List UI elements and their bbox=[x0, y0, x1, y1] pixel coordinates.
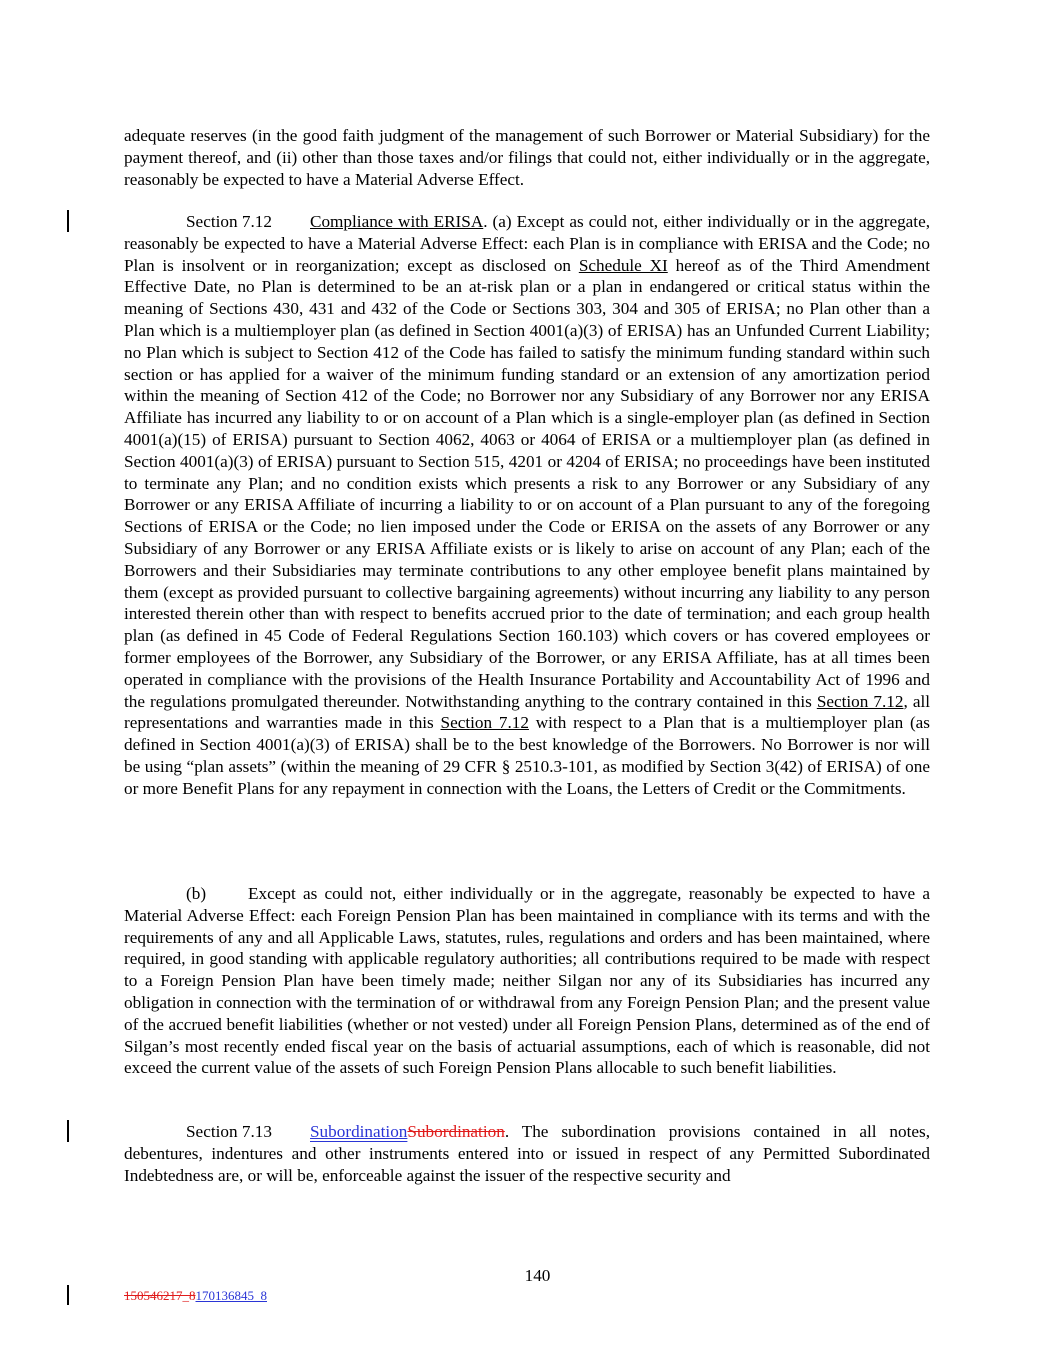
section-text: . (a) Except as could not, either individually or in the aggregate, reasonably be expected to have a Material Adverse Effect: each Plan is in compliance with ERISA and the Code; no Plan is insolvent or in reorganization; except as disclosed on bbox=[124, 212, 931, 275]
document-id bbox=[124, 1288, 267, 1304]
section-text: with respect to a Plan that is a multiemployer plan (as defined in Section 4001(a)(3) of ERISA) shall be to the best knowledge of the Borrowers. No Borrower is nor will be using “plan assets” (within the meaning of 29 CFR § 2510.3-101, as modified by Section 3(42) of ERISA) of one or more Benefit Plans for any repayment in connection with the Loans, the Letters of Credit or the Commitments. bbox=[124, 713, 930, 798]
intro-paragraph: adequate reserves (in the good faith judgment of the management of such Borrower or Material Subsidiary) for the payment thereof, and (ii) other than those taxes and/or filings that could not, either individually or in the aggregate, reasonably be expected to have a Material Adverse Effect. bbox=[124, 126, 930, 189]
change-bar bbox=[67, 1120, 69, 1142]
inserted-doc-id: 170136845_8 bbox=[195, 1288, 267, 1303]
inserted-title: Subordination bbox=[310, 1122, 408, 1141]
deleted-doc-id: 150546217_8 bbox=[124, 1288, 196, 1303]
section-7-13-paragraph bbox=[124, 1121, 930, 1186]
section-text: hereof as of the Third Amendment Effective Date, no Plan is determined to be an at-risk plan or a plan in endangered or critical status within the meaning of Sections 430, 431 and 432 of the Code or Sections 303, 304 and 305 of ERISA; no Plan other than a Plan which is a multiemployer plan (as defined in Section 4001(a)(3) of ERISA) has an Unfunded Current Liability; no Plan which is subject to Section 412 of the Code has failed to satisfy the minimum funding standard within such section or has applied for a waiver of the minimum funding standard or an extension of any amortization period within the meaning of Section 412 of the Code; no Borrower nor any Subsidiary of any Borrower nor any ERISA Affiliate has incurred any liability to or on account of a Plan which is a single-employer plan (as defined in Section 4001(a)(15) of ERISA) pursuant to Section 4062, 4063 or 4064 of ERISA or a multiemployer plan (as defined in Section 4001(a)(3) of ERISA) pursuant to Section 515, 4201 or 4204 of ERISA; no proceedings have been instituted to terminate any Plan; and no condition exists which presents a risk to any Borrower or any Subsidiary of any Borrower or any ERISA Affiliate of incurring a liability to or on account of a Plan pursuant to any of the foregoing Sections of ERISA or the Code; no lien imposed under the Code or ERISA on the assets of any Borrower or any Subsidiary of any Borrower or any ERISA Affiliate exists or is likely to arise on account of any Plan; each of the Borrowers and their Subsidiaries may terminate contributions to any other employee benefit plans maintained by them (except as provided pursuant to collective bargaining agreements) without incurring any liability to any person interested therein other than with respect to benefits accrued prior to the date of termination; and each group health plan (as defined in 45 Code of Federal Regulations Section 160.103) which covers or has covered employees or former employees of the Borrower, any Subsidiary of the Borrower, or any ERISA Affiliate, has at all times been operated in compliance with the provisions of the Health Insurance Portability and Accountability Act of 1996 and the regulations promulgated thereunder. Notwithstanding anything to the contrary contained in this bbox=[124, 255, 931, 711]
section-7-12-paragraph bbox=[124, 211, 930, 800]
change-bar bbox=[67, 1285, 69, 1305]
paragraph-b-label: (b) bbox=[186, 884, 207, 903]
paragraph-b bbox=[124, 883, 930, 1079]
section-text: . The subordination provisions contained in all notes, debentures, indentures and other instruments entered into or issued in respect of any Permitted Subordinated Indebtedness are, or will be, enforceable against the issuer of the respective security and bbox=[124, 1122, 930, 1185]
section-reference: Section 7.12 bbox=[816, 691, 904, 711]
change-bar bbox=[67, 210, 69, 232]
section-text: , all representations and warranties made in this bbox=[124, 691, 930, 733]
section-number: Section 7.13 bbox=[186, 1122, 272, 1141]
deleted-title: Subordination bbox=[407, 1122, 505, 1141]
section-reference: Section 7.12 bbox=[440, 713, 529, 733]
page-number: 140 bbox=[524, 1266, 551, 1285]
section-number: Section 7.12 bbox=[186, 212, 272, 231]
paragraph-b-text: Except as could not, either individually or in the aggregate, reasonably be expected to have a Material Adverse Effect: each Foreign Pension Plan has been maintained in compliance with its terms and with the requirements of any and all Applicable Laws, statutes, rules, regulations and orders and has been maintained, where required, in good standing with applicable regulatory authorities; all contributions required to be made with respect to a Foreign Pension Plan have been timely made; neither Silgan nor any of its Subsidiaries has incurred any obligation in connection with the termination of or withdrawal from any Foreign Pension Plan; and the present value of the accrued benefit liabilities (whether or not vested) under all Foreign Pension Plans, determined as of the end of Silgan’s most recently ended fiscal year on the basis of actuarial assumptions, each of which is reasonable, did not exceed the current value of the assets of such Foreign Pension Plans allocable to such benefit liabilities. bbox=[124, 884, 930, 1078]
schedule-reference: Schedule XI bbox=[578, 255, 668, 275]
section-title: Compliance with ERISA bbox=[310, 212, 484, 231]
